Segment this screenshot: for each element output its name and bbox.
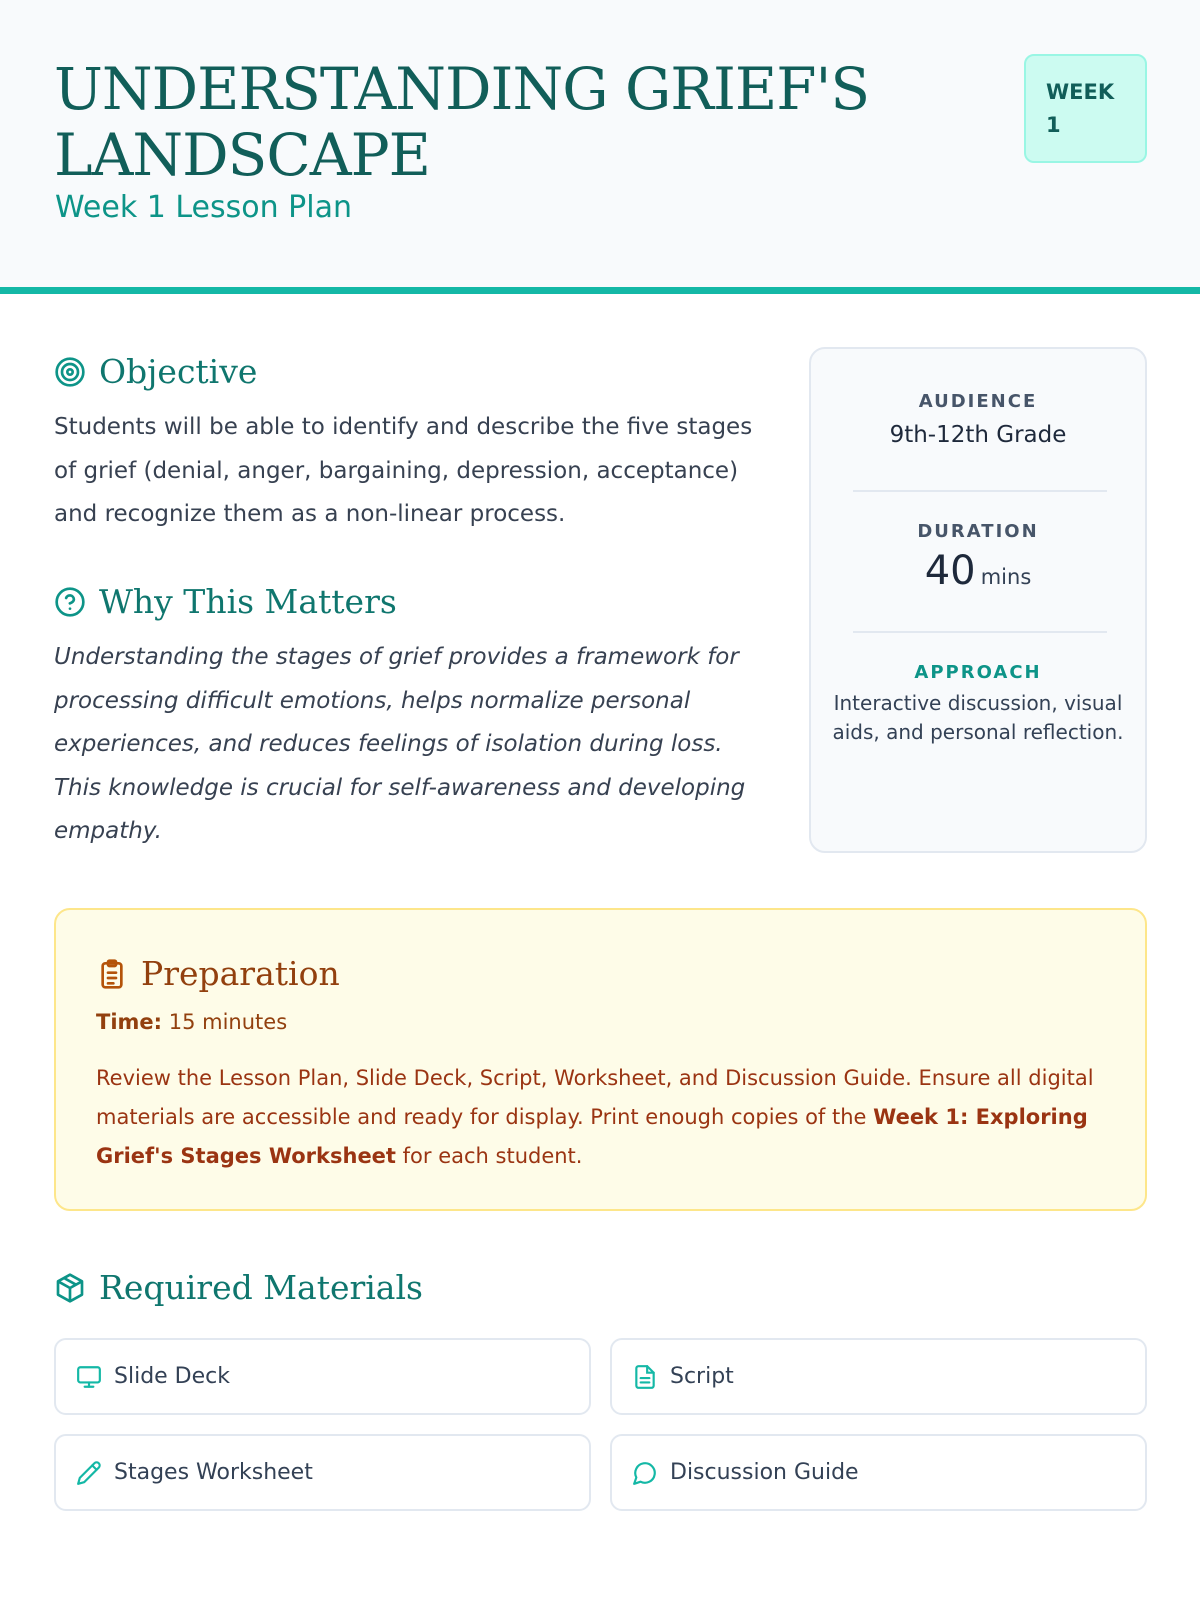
material-label: Script [670,1364,734,1389]
preparation-text [96,1059,1111,1176]
lesson-info-card [809,347,1147,853]
audience-block [811,391,1145,448]
approach-label: APPROACH [914,662,1042,683]
preparation-text-part2: for each student. [395,1144,583,1168]
week-badge-label: WEEK [1046,80,1115,104]
material-item-discussion-guide[interactable] [610,1434,1147,1511]
package-icon [54,1272,86,1304]
material-label: Discussion Guide [670,1460,859,1485]
preparation-text-part1: Review the Lesson Plan, Slide Deck, Script, Worksheet, and Discussion Guide. Ensure all digital materials are accessible and ready for display. Print enough copies of the [96,1066,1094,1129]
chat-bubble-icon [632,1460,658,1486]
material-label: Slide Deck [114,1364,230,1389]
audience-label: AUDIENCE [918,391,1038,412]
info-divider [853,490,1107,492]
why-heading-text: Why This Matters [99,582,397,621]
material-item-slide-deck[interactable] [54,1338,591,1415]
audience-value: 9th-12th Grade [889,422,1067,448]
objective-heading-text: Objective [99,352,258,391]
material-item-script[interactable] [610,1338,1147,1415]
page-subtitle: Week 1 Lesson Plan [55,190,352,225]
preparation-time [96,1010,287,1034]
duration-label: DURATION [917,521,1039,542]
objective-text: Students will be able to identify and describe the five stages of grief (denial, anger, bargaining, depression, acceptance) and recognize them as a non-linear process. [54,414,753,527]
worksheet-title: Week 1: Exploring Grief's Stages Worksheet [96,1105,1088,1168]
week-badge-number: 1 [1046,113,1061,137]
material-item-stages-worksheet[interactable] [54,1434,591,1511]
preparation-box [54,908,1147,1211]
target-icon [54,356,86,388]
material-label: Stages Worksheet [114,1460,313,1485]
preparation-heading [96,954,340,993]
preparation-time-label: Time: [96,1010,163,1034]
duration-block [811,521,1145,594]
info-divider [853,631,1107,633]
pencil-icon [76,1460,102,1486]
why-text: Understanding the stages of grief provides a framework for processing difficult emotions, helps normalize personal experiences, and reduces feelings of isolation during loss. This knowledge is crucial for self-awareness and developing empathy. [54,644,746,844]
question-circle-icon [54,586,86,618]
materials-heading [54,1268,423,1307]
preparation-time-value: 15 minutes [168,1010,288,1034]
preparation-heading-text: Preparation [141,954,340,993]
materials-heading-text: Required Materials [99,1268,423,1307]
page-header [0,0,1200,294]
approach-value: Interactive discussion, visual aids, and personal reflection. [832,691,1124,744]
monitor-icon [76,1364,102,1390]
duration-unit: mins [980,565,1032,589]
page-title: UNDERSTANDING GRIEF'S LANDSCAPE [54,55,870,189]
clipboard-icon [96,958,128,990]
approach-block [811,662,1145,747]
document-icon [632,1364,658,1390]
why-heading [54,582,397,621]
objective-heading [54,352,257,391]
duration-value: 40 [924,548,976,594]
week-badge [1024,54,1147,163]
